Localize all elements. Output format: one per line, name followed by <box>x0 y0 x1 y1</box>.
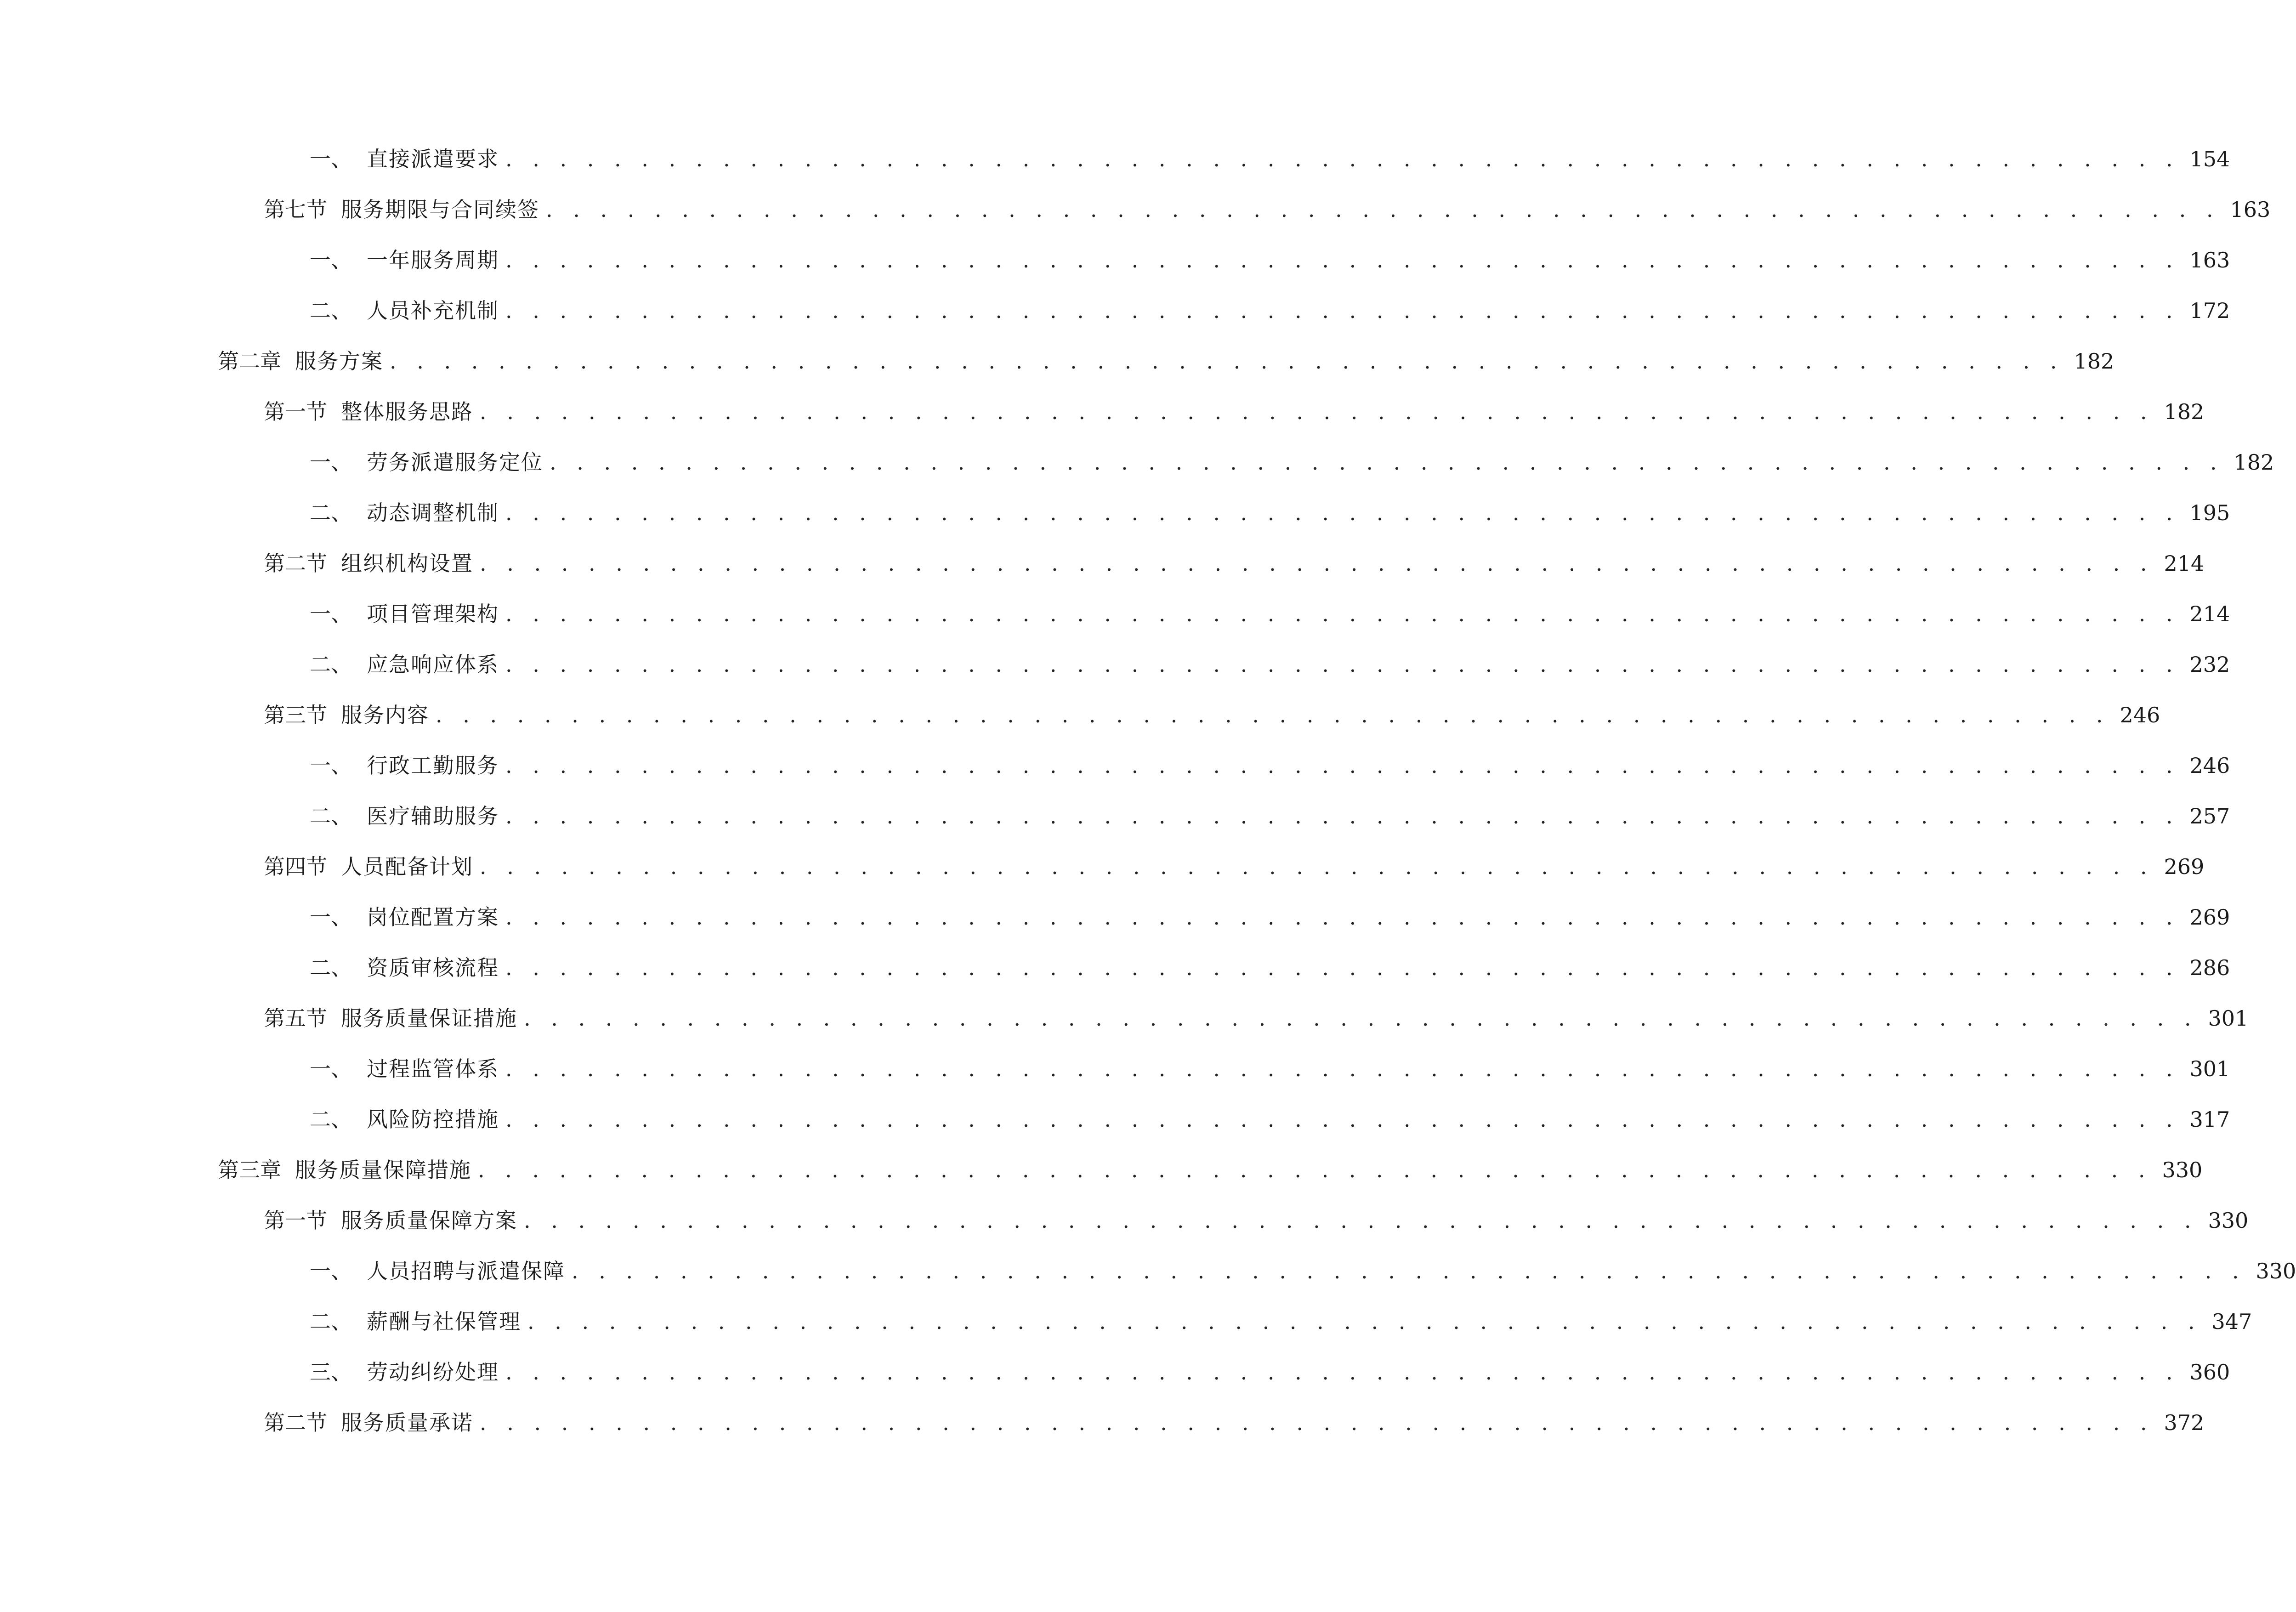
toc-entry[interactable] <box>310 901 2230 933</box>
toc-entry-number: 第三章 <box>218 1158 281 1182</box>
toc-entry-number: 一、 <box>310 147 352 171</box>
toc-leader-dots: . . . . . . . . . . . . . . . . . . . . . . . . . . . . . . . . . . . . . . . . . . . . . . . . . . . . . . . . . . . . . . <box>480 551 2154 576</box>
toc-entry-number: 一、 <box>310 1259 352 1283</box>
toc-entry-number: 二、 <box>310 298 352 323</box>
toc-entry-number: 二、 <box>310 1309 352 1334</box>
toc-leader-dots: . . . . . . . . . . . . . . . . . . . . . . . . . . . . . . . . . . . . . . . . . . . . . . . . . . . . . . . . . . . . . . <box>505 500 2180 525</box>
toc-entry[interactable] <box>310 648 2230 681</box>
toc-entry-page: 163 <box>2230 197 2271 222</box>
toc-entry-page: 182 <box>2164 399 2205 424</box>
toc-leader-dots: . . . . . . . . . . . . . . . . . . . . . . . . . . . . . . . . . . . . . . . . . . . . . . . . . . . . . . . . . . . . . . <box>505 248 2180 272</box>
toc-entry-page: 182 <box>2234 450 2274 475</box>
toc-entry-title: 人员配备计划 <box>341 854 473 879</box>
toc-leader-dots: . . . . . . . . . . . . . . . . . . . . . . . . . . . . . . . . . . . . . . . . . . . . . . . . . . . . . . . . . . . . . . <box>505 652 2180 677</box>
toc-entry-title: 劳务派遣服务定位 <box>367 450 543 475</box>
toc-entry-title: 服务质量承诺 <box>341 1410 473 1435</box>
toc-leader-dots: . . . . . . . . . . . . . . . . . . . . . . . . . . . . . . . . . . . . . . . . . . . . . . . . . . . . . . . . . . . . . . <box>524 1208 2198 1233</box>
toc-entry-title: 风险防控措施 <box>367 1107 499 1132</box>
toc-entry-page: 330 <box>2256 1259 2296 1283</box>
toc-entry[interactable] <box>218 1154 2203 1186</box>
toc-leader-dots: . . . . . . . . . . . . . . . . . . . . . . . . . . . . . . . . . . . . . . . . . . . . . . . . . . . . . . . . . . . . . . <box>390 349 2064 374</box>
toc-leader-dots: . . . . . . . . . . . . . . . . . . . . . . . . . . . . . . . . . . . . . . . . . . . . . . . . . . . . . . . . . . . . . . <box>546 197 2220 222</box>
toc-entry-title: 应急响应体系 <box>367 652 499 677</box>
toc-entry-number: 二、 <box>310 500 352 525</box>
toc-entry-page: 182 <box>2074 349 2115 374</box>
toc-leader-dots: . . . . . . . . . . . . . . . . . . . . . . . . . . . . . . . . . . . . . . . . . . . . . . . . . . . . . . . . . . . . . . <box>505 1360 2180 1385</box>
toc-entry[interactable] <box>310 295 2230 327</box>
toc-entry[interactable] <box>310 1356 2230 1388</box>
toc-entry-page: 330 <box>2162 1158 2203 1182</box>
toc-entry-page: 301 <box>2189 1056 2230 1081</box>
toc-entry[interactable] <box>310 143 2230 175</box>
toc-entry-number: 第二章 <box>218 349 281 374</box>
toc-leader-dots: . . . . . . . . . . . . . . . . . . . . . . . . . . . . . . . . . . . . . . . . . . . . . . . . . . . . . . . . . . . . . . <box>505 1107 2180 1132</box>
toc-entry-page: 360 <box>2189 1360 2230 1385</box>
toc-entry[interactable] <box>310 1255 2296 1287</box>
toc-entry-number: 第二节 <box>264 551 327 576</box>
toc-entry[interactable] <box>264 1407 2205 1439</box>
toc-entry-number: 二、 <box>310 955 352 980</box>
toc-leader-dots: . . . . . . . . . . . . . . . . . . . . . . . . . . . . . . . . . . . . . . . . . . . . . . . . . . . . . . . . . . . . . . <box>505 147 2180 171</box>
toc-entry[interactable] <box>264 1204 2249 1237</box>
toc-entry-number: 一、 <box>310 753 352 778</box>
toc-leader-dots: . . . . . . . . . . . . . . . . . . . . . . . . . . . . . . . . . . . . . . . . . . . . . . . . . . . . . . . . . . . . . . <box>524 1006 2198 1031</box>
toc-entry-title: 过程监管体系 <box>367 1056 499 1081</box>
toc-entry-page: 154 <box>2189 147 2230 171</box>
toc-entry-number: 一、 <box>310 1056 352 1081</box>
toc-leader-dots: . . . . . . . . . . . . . . . . . . . . . . . . . . . . . . . . . . . . . . . . . . . . . . . . . . . . . . . . . . . . . . <box>505 753 2180 778</box>
toc-entry-title: 人员招聘与派遣保障 <box>367 1259 565 1283</box>
toc-leader-dots: . . . . . . . . . . . . . . . . . . . . . . . . . . . . . . . . . . . . . . . . . . . . . . . . . . . . . . . . . . . . . . <box>480 854 2154 879</box>
toc-entry-title: 资质审核流程 <box>367 955 499 980</box>
toc-leader-dots: . . . . . . . . . . . . . . . . . . . . . . . . . . . . . . . . . . . . . . . . . . . . . . . . . . . . . . . . . . . . . . <box>505 602 2180 626</box>
toc-entry[interactable] <box>310 598 2230 630</box>
toc-entry-title: 直接派遣要求 <box>367 147 499 171</box>
toc-entry-number: 第三节 <box>264 703 327 727</box>
toc-entry-title: 整体服务思路 <box>341 399 473 424</box>
toc-entry[interactable] <box>218 345 2115 377</box>
toc-entry-page: 269 <box>2189 905 2230 930</box>
toc-leader-dots: . . . . . . . . . . . . . . . . . . . . . . . . . . . . . . . . . . . . . . . . . . . . . . . . . . . . . . . . . . . . . . <box>572 1259 2246 1283</box>
toc-entry-title: 人员补充机制 <box>367 298 499 323</box>
toc-entry[interactable] <box>310 244 2230 276</box>
toc-entry[interactable] <box>264 547 2205 579</box>
toc-entry-number: 第五节 <box>264 1006 327 1031</box>
toc-entry-number: 第二节 <box>264 1410 327 1435</box>
toc-entry-number: 二、 <box>310 804 352 829</box>
toc-leader-dots: . . . . . . . . . . . . . . . . . . . . . . . . . . . . . . . . . . . . . . . . . . . . . . . . . . . . . . . . . . . . . . <box>527 1309 2202 1334</box>
toc-entry-number: 一、 <box>310 248 352 272</box>
toc-entry[interactable] <box>310 1053 2230 1085</box>
toc-entry-number: 一、 <box>310 602 352 626</box>
toc-entry-number: 三、 <box>310 1360 352 1385</box>
toc-entry-title: 一年服务周期 <box>367 248 499 272</box>
toc-entry-title: 薪酬与社保管理 <box>367 1309 521 1334</box>
toc-entry-title: 服务内容 <box>341 703 429 727</box>
toc-entry-number: 二、 <box>310 652 352 677</box>
toc-entry-page: 301 <box>2208 1006 2249 1031</box>
toc-entry-number: 一、 <box>310 905 352 930</box>
toc-entry-page: 347 <box>2211 1309 2252 1334</box>
toc-entry-page: 317 <box>2189 1107 2230 1132</box>
toc-leader-dots: . . . . . . . . . . . . . . . . . . . . . . . . . . . . . . . . . . . . . . . . . . . . . . . . . . . . . . . . . . . . . . <box>480 1410 2154 1435</box>
toc-entry[interactable] <box>310 446 2274 478</box>
toc-entry-title: 组织机构设置 <box>341 551 473 576</box>
toc-entry-page: 214 <box>2189 602 2230 626</box>
toc-entry-page: 246 <box>2120 703 2160 727</box>
toc-entry-page: 372 <box>2164 1410 2205 1435</box>
toc-entry-number: 第一节 <box>264 399 327 424</box>
toc-entry-title: 行政工勤服务 <box>367 753 499 778</box>
toc-entry[interactable] <box>310 800 2230 832</box>
toc-entry[interactable] <box>264 699 2160 731</box>
toc-leader-dots: . . . . . . . . . . . . . . . . . . . . . . . . . . . . . . . . . . . . . . . . . . . . . . . . . . . . . . . . . . . . . . <box>505 905 2180 930</box>
toc-entry-title: 服务期限与合同续签 <box>341 197 539 222</box>
toc-entry-page: 172 <box>2189 298 2230 323</box>
toc-entry-number: 第一节 <box>264 1208 327 1233</box>
toc-leader-dots: . . . . . . . . . . . . . . . . . . . . . . . . . . . . . . . . . . . . . . . . . . . . . . . . . . . . . . . . . . . . . . <box>505 955 2180 980</box>
toc-entry-title: 医疗辅助服务 <box>367 804 499 829</box>
toc-entry-page: 269 <box>2164 854 2205 879</box>
toc-leader-dots: . . . . . . . . . . . . . . . . . . . . . . . . . . . . . . . . . . . . . . . . . . . . . . . . . . . . . . . . . . . . . . <box>505 298 2180 323</box>
toc-entry[interactable] <box>264 1002 2249 1034</box>
toc-leader-dots: . . . . . . . . . . . . . . . . . . . . . . . . . . . . . . . . . . . . . . . . . . . . . . . . . . . . . . . . . . . . . . <box>505 1056 2180 1081</box>
toc-entry[interactable] <box>264 193 2271 226</box>
toc-entry-title: 动态调整机制 <box>367 500 499 525</box>
toc-entry[interactable] <box>310 497 2230 529</box>
toc-leader-dots: . . . . . . . . . . . . . . . . . . . . . . . . . . . . . . . . . . . . . . . . . . . . . . . . . . . . . . . . . . . . . . <box>550 450 2224 475</box>
toc-entry-title: 服务方案 <box>295 349 383 374</box>
toc-entry[interactable] <box>310 1103 2230 1135</box>
toc-entry[interactable] <box>264 851 2205 883</box>
toc-entry-number: 二、 <box>310 1107 352 1132</box>
toc-entry-page: 246 <box>2189 753 2230 778</box>
toc-leader-dots: . . . . . . . . . . . . . . . . . . . . . . . . . . . . . . . . . . . . . . . . . . . . . . . . . . . . . . . . . . . . . . <box>480 399 2154 424</box>
toc-entry-number: 一、 <box>310 450 352 475</box>
toc-entry-number: 第四节 <box>264 854 327 879</box>
toc-entry-page: 232 <box>2189 652 2230 677</box>
toc-entry-number: 第七节 <box>264 197 327 222</box>
toc-entry-page: 195 <box>2189 500 2230 525</box>
toc-entry-title: 服务质量保障方案 <box>341 1208 517 1233</box>
toc-entry-page: 286 <box>2189 955 2230 980</box>
toc-entry-page: 163 <box>2189 248 2230 272</box>
toc-entry-page: 257 <box>2189 804 2230 829</box>
toc-leader-dots: . . . . . . . . . . . . . . . . . . . . . . . . . . . . . . . . . . . . . . . . . . . . . . . . . . . . . . . . . . . . . . <box>505 804 2180 829</box>
toc-leader-dots: . . . . . . . . . . . . . . . . . . . . . . . . . . . . . . . . . . . . . . . . . . . . . . . . . . . . . . . . . . . . . . <box>478 1158 2152 1182</box>
toc-entry-title: 服务质量保证措施 <box>341 1006 517 1031</box>
toc-entry-page: 214 <box>2164 551 2205 576</box>
toc-entry[interactable] <box>310 952 2230 984</box>
toc-entry-title: 服务质量保障措施 <box>295 1158 471 1182</box>
toc-entry-page: 330 <box>2208 1208 2249 1233</box>
toc-entry[interactable] <box>310 749 2230 782</box>
toc-entry-title: 劳动纠纷处理 <box>367 1360 499 1385</box>
toc-entry[interactable] <box>264 396 2205 428</box>
toc-entry-title: 岗位配置方案 <box>367 905 499 930</box>
toc-leader-dots: . . . . . . . . . . . . . . . . . . . . . . . . . . . . . . . . . . . . . . . . . . . . . . . . . . . . . . . . . . . . . . <box>436 703 2110 727</box>
toc-entry[interactable] <box>310 1305 2252 1338</box>
toc-entry-title: 项目管理架构 <box>367 602 499 626</box>
